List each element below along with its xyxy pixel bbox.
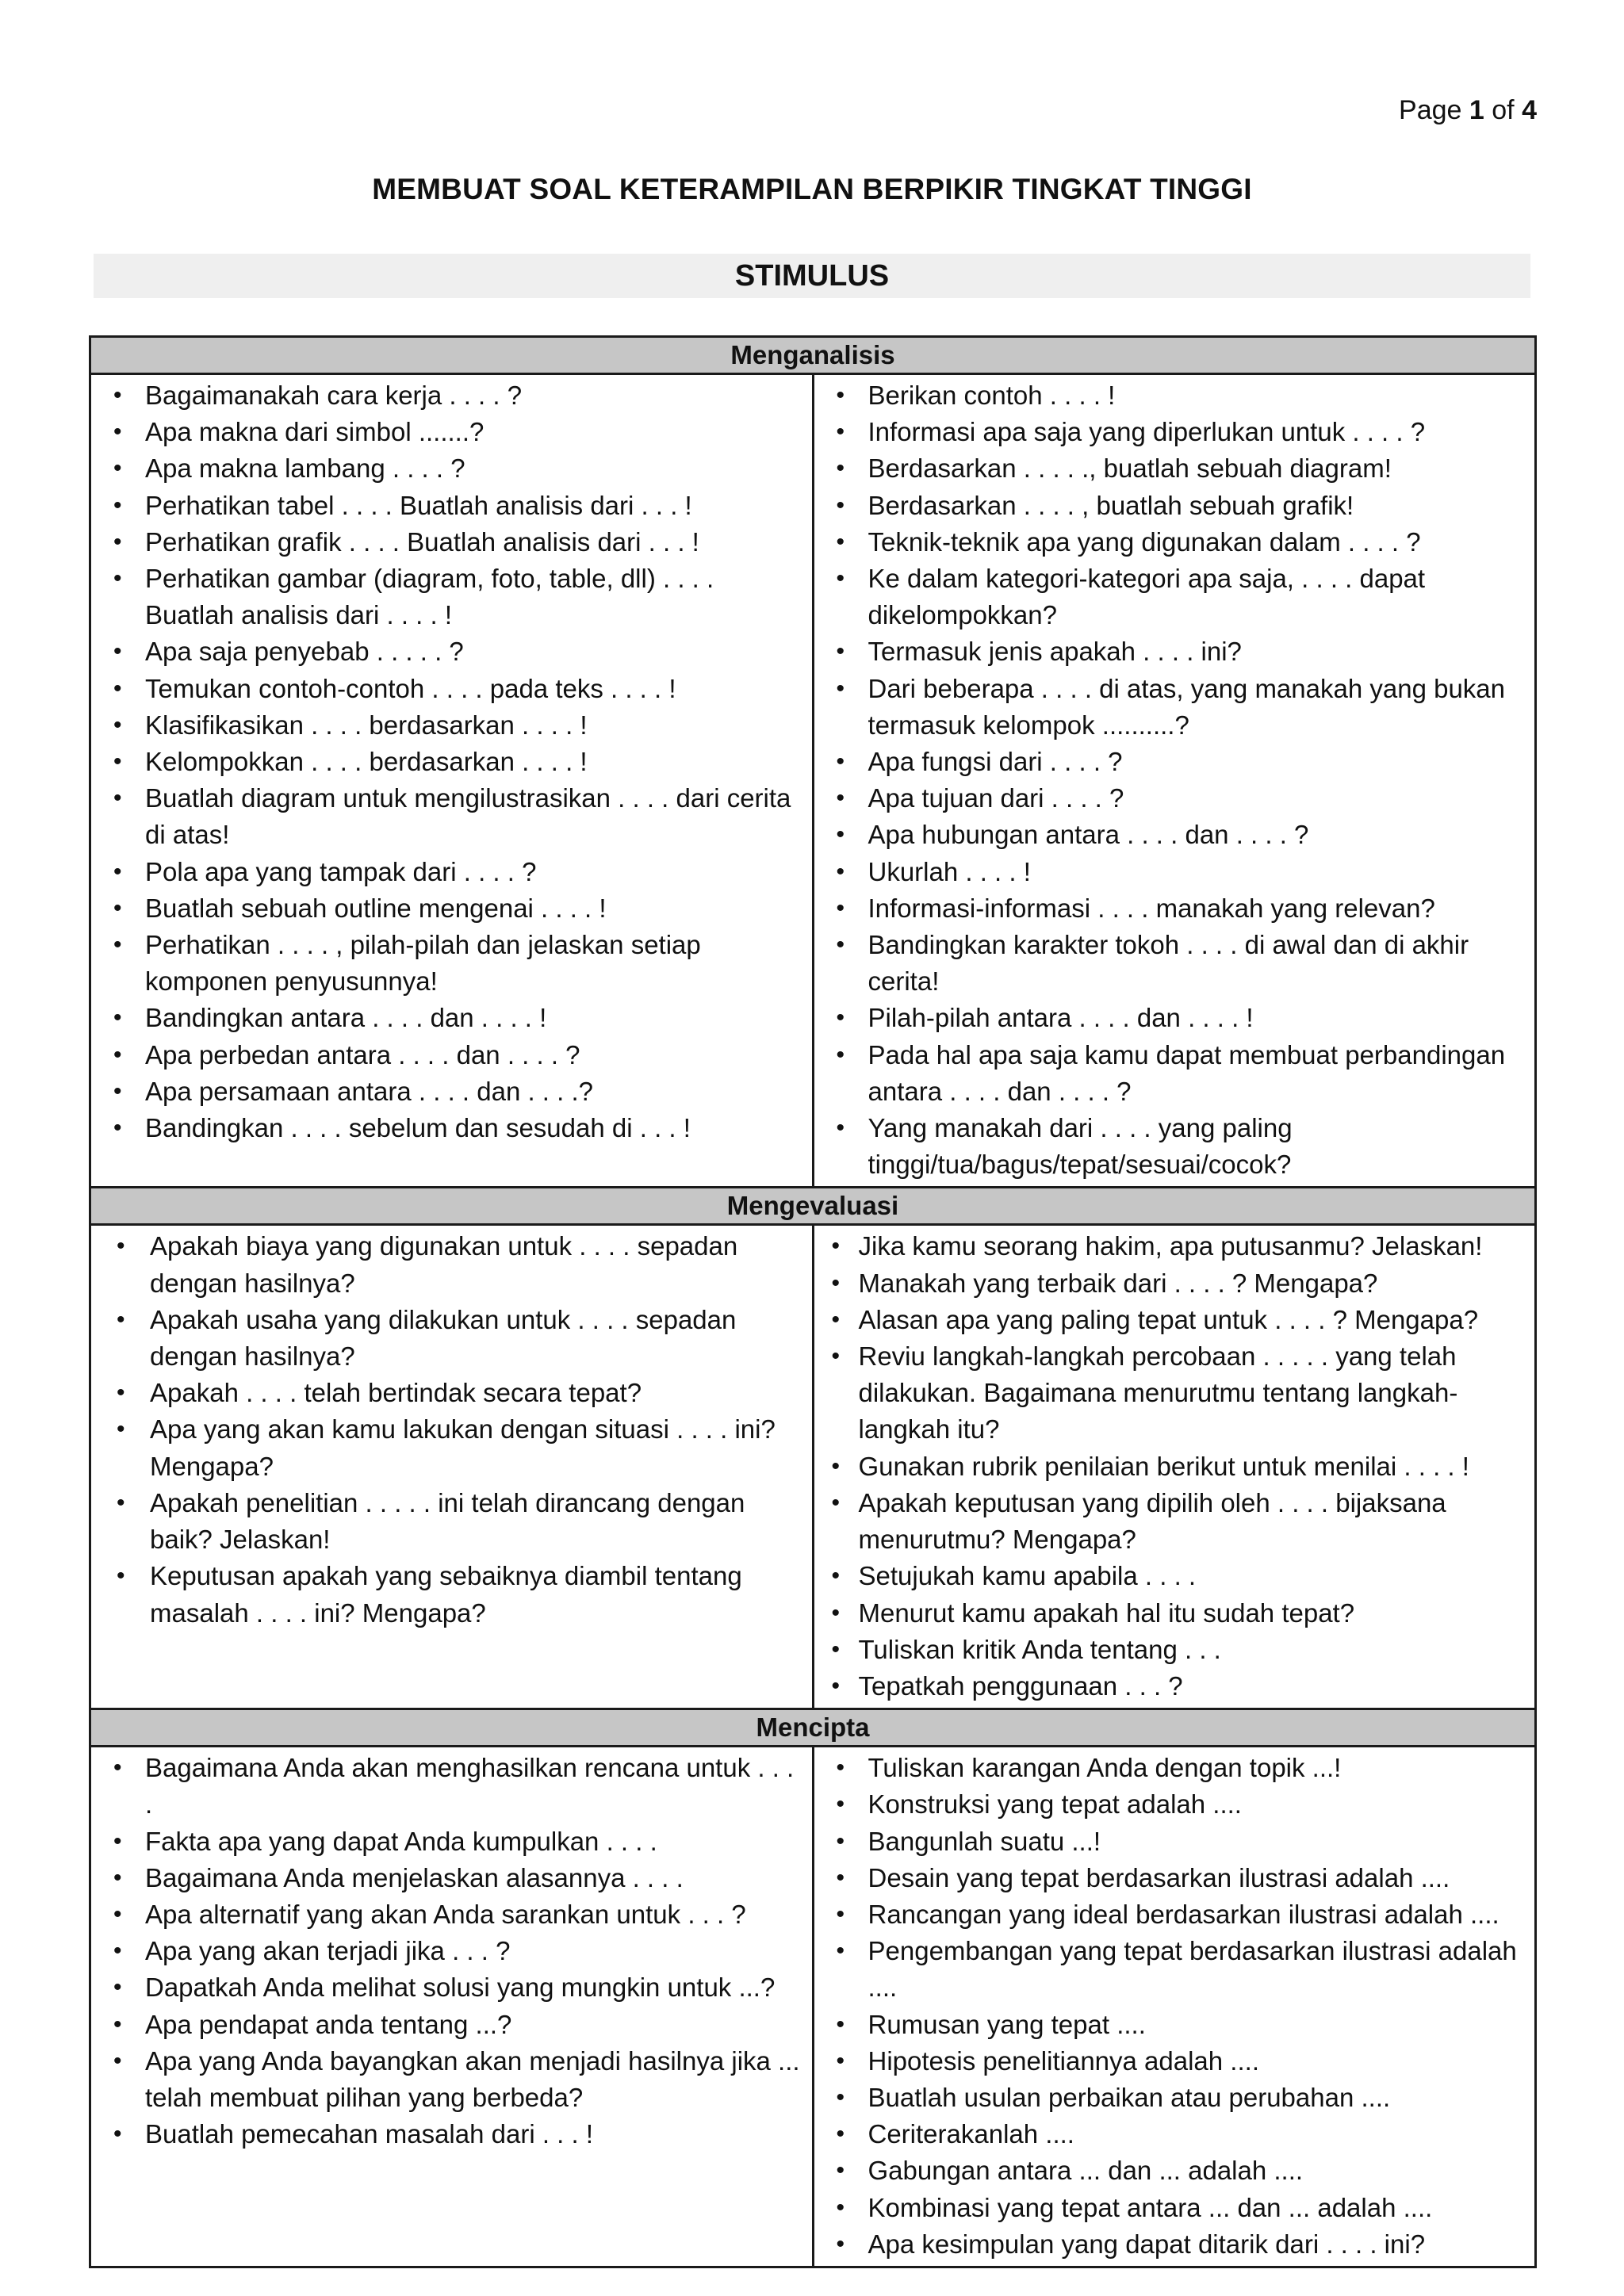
list-item: • Setujukah kamu apabila . . . . [821, 1558, 1527, 1594]
list-item: • Apa fungsi dari . . . . ? [821, 744, 1527, 780]
list-item: • Apa tujuan dari . . . . ? [821, 780, 1527, 817]
list-item: • Ke dalam kategori-kategori apa saja, . . . . dapat dikelompokkan? [821, 561, 1527, 633]
list-item: • Rumusan yang tepat .... [821, 2007, 1527, 2043]
list-item: • Berdasarkan . . . . ., buatlah sebuah diagram! [821, 450, 1527, 487]
list-item: • Pilah-pilah antara . . . . dan . . . . ! [821, 1000, 1527, 1036]
list-item: • Informasi apa saja yang diperlukan untuk . . . . ? [821, 414, 1527, 450]
list-item: • Berikan contoh . . . . ! [821, 377, 1527, 414]
list-item: • Apa yang Anda bayangkan akan menjadi hasilnya jika ... telah membuat pilihan yang berbeda? [98, 2043, 804, 2116]
list-item: • Apa hubungan antara . . . . dan . . . . ? [821, 817, 1527, 853]
list-item: • Pengembangan yang tepat berdasarkan ilustrasi adalah .... [821, 1933, 1527, 2006]
list-item: • Bandingkan karakter tokoh . . . . di awal dan di akhir cerita! [821, 927, 1527, 1000]
list-item: • Kelompokkan . . . . berdasarkan . . . . ! [98, 744, 804, 780]
list-item: • Gabungan antara ... dan ... adalah .... [821, 2152, 1527, 2189]
list-item: • Apa pendapat anda tentang ...? [98, 2007, 804, 2043]
list-item: • Bangunlah suatu ...! [821, 1823, 1527, 1860]
list-item: • Apakah biaya yang digunakan untuk . . . . sepadan dengan hasilnya? [98, 1228, 804, 1301]
list-item: • Apakah keputusan yang dipilih oleh . . . . bijaksana menurutmu? Mengapa? [821, 1485, 1527, 1558]
list-item: • Alasan apa yang paling tepat untuk . . . . ? Mengapa? [821, 1302, 1527, 1338]
list-item: • Pada hal apa saja kamu dapat membuat perbandingan antara . . . . dan . . . . ? [821, 1037, 1527, 1110]
list-item: • Pola apa yang tampak dari . . . . ? [98, 854, 804, 890]
mengevaluasi-right-column [813, 1225, 1536, 1709]
mencipta-left-list [91, 1747, 812, 2156]
section-body-row [90, 374, 1536, 1188]
mencipta-right-column [813, 1747, 1536, 2267]
list-item: • Bagaimana Anda menjelaskan alasannya . . . . [98, 1860, 804, 1896]
section-heading-mengevaluasi: Mengevaluasi [90, 1188, 1536, 1225]
list-item: • Termasuk jenis apakah . . . . ini? [821, 633, 1527, 670]
section-header-row [90, 1188, 1536, 1225]
list-item: • Perhatikan . . . . , pilah-pilah dan jelaskan setiap komponen penyusunnya! [98, 927, 804, 1000]
list-item: • Bagaimana Anda akan menghasilkan rencana untuk . . . . [98, 1750, 804, 1823]
list-item: • Buatlah sebuah outline mengenai . . . . ! [98, 890, 804, 927]
list-item: • Buatlah diagram untuk mengilustrasikan . . . . dari cerita di atas! [98, 780, 804, 853]
list-item: • Teknik-teknik apa yang digunakan dalam . . . . ? [821, 524, 1527, 561]
mencipta-left-column [90, 1747, 814, 2267]
list-item: • Keputusan apakah yang sebaiknya diambil tentang masalah . . . . ini? Mengapa? [98, 1558, 804, 1631]
menganalisis-right-list [814, 375, 1535, 1186]
section-header-row [90, 1709, 1536, 1747]
page-current: 1 [1469, 95, 1484, 125]
section-heading-mencipta: Mencipta [90, 1709, 1536, 1747]
list-item: • Gunakan rubrik penilaian berikut untuk menilai . . . . ! [821, 1448, 1527, 1485]
page-total: 4 [1522, 95, 1537, 125]
list-item: • Apa makna lambang . . . . ? [98, 450, 804, 487]
list-item: • Manakah yang terbaik dari . . . . ? Mengapa? [821, 1265, 1527, 1302]
mencipta-right-list [814, 1747, 1535, 2266]
list-item: • Buatlah pemecahan masalah dari . . . ! [98, 2116, 804, 2152]
list-item: • Apa persamaan antara . . . . dan . . . .? [98, 1073, 804, 1110]
section-header-row [90, 337, 1536, 374]
list-item: • Perhatikan gambar (diagram, foto, table, dll) . . . . Buatlah analisis dari . . . . ! [98, 561, 804, 633]
list-item: • Berdasarkan . . . . , buatlah sebuah grafik! [821, 488, 1527, 524]
list-item: • Reviu langkah-langkah percobaan . . . . . yang telah dilakukan. Bagaimana menurutmu tentang langkah-langkah itu? [821, 1338, 1527, 1448]
list-item: • Perhatikan grafik . . . . Buatlah analisis dari . . . ! [98, 524, 804, 561]
mengevaluasi-left-list [91, 1226, 812, 1634]
section-heading-menganalisis: Menganalisis [90, 337, 1536, 374]
stimulus-table [89, 335, 1537, 2268]
list-item: • Yang manakah dari . . . . yang paling tinggi/tua/bagus/tepat/sesuai/cocok? [821, 1110, 1527, 1183]
list-item: • Apa alternatif yang akan Anda sarankan untuk . . . ? [98, 1896, 804, 1933]
list-item: • Buatlah usulan perbaikan atau perubahan .... [821, 2080, 1527, 2116]
list-item: • Klasifikasikan . . . . berdasarkan . . . . ! [98, 707, 804, 744]
section-subtitle: STIMULUS [94, 254, 1530, 298]
list-item: • Tuliskan karangan Anda dengan topik ...! [821, 1750, 1527, 1786]
list-item: • Apakah usaha yang dilakukan untuk . . . . sepadan dengan hasilnya? [98, 1302, 804, 1375]
list-item: • Dari beberapa . . . . di atas, yang manakah yang bukan termasuk kelompok ..........? [821, 671, 1527, 744]
list-item: • Apa makna dari simbol .......? [98, 414, 804, 450]
list-item: • Bandingkan antara . . . . dan . . . . ! [98, 1000, 804, 1036]
menganalisis-left-column [90, 374, 814, 1188]
page-number [1399, 95, 1537, 126]
document-title: MEMBUAT SOAL KETERAMPILAN BERPIKIR TINGKAT TINGGI [372, 173, 1252, 205]
list-item: • Ceriterakanlah .... [821, 2116, 1527, 2152]
menganalisis-right-column [813, 374, 1536, 1188]
list-item: • Ukurlah . . . . ! [821, 854, 1527, 890]
list-item: • Kombinasi yang tepat antara ... dan ... adalah .... [821, 2190, 1527, 2226]
list-item: • Menurut kamu apakah hal itu sudah tepat? [821, 1595, 1527, 1632]
list-item: • Hipotesis penelitiannya adalah .... [821, 2043, 1527, 2080]
list-item: • Desain yang tepat berdasarkan ilustrasi adalah .... [821, 1860, 1527, 1896]
list-item: • Apa yang akan terjadi jika . . . ? [98, 1933, 804, 1969]
list-item: • Apa kesimpulan yang dapat ditarik dari . . . . ini? [821, 2226, 1527, 2263]
list-item: • Informasi-informasi . . . . manakah yang relevan? [821, 890, 1527, 927]
list-item: • Apa saja penyebab . . . . . ? [98, 633, 804, 670]
list-item: • Apa perbedan antara . . . . dan . . . . ? [98, 1037, 804, 1073]
list-item: • Konstruksi yang tepat adalah .... [821, 1786, 1527, 1823]
list-item: • Tepatkah penggunaan . . . ? [821, 1668, 1527, 1705]
list-item: • Apakah . . . . telah bertindak secara tepat? [98, 1375, 804, 1411]
list-item: • Rancangan yang ideal berdasarkan ilustrasi adalah .... [821, 1896, 1527, 1933]
section-body-row [90, 1225, 1536, 1709]
page-of: of [1492, 95, 1515, 125]
list-item: • Apa yang akan kamu lakukan dengan situasi . . . . ini? Mengapa? [98, 1411, 804, 1484]
list-item: • Apakah penelitian . . . . . ini telah dirancang dengan baik? Jelaskan! [98, 1485, 804, 1558]
list-item: • Bagaimanakah cara kerja . . . . ? [98, 377, 804, 414]
list-item: • Jika kamu seorang hakim, apa putusanmu? Jelaskan! [821, 1228, 1527, 1265]
mengevaluasi-left-column [90, 1225, 814, 1709]
list-item: • Fakta apa yang dapat Anda kumpulkan . . . . [98, 1823, 804, 1860]
page-word: Page [1399, 95, 1462, 125]
list-item: • Tuliskan kritik Anda tentang . . . [821, 1632, 1527, 1668]
menganalisis-left-list [91, 375, 812, 1150]
list-item: • Dapatkah Anda melihat solusi yang mungkin untuk ...? [98, 1969, 804, 2006]
mengevaluasi-right-list [814, 1226, 1535, 1708]
list-item: • Temukan contoh-contoh . . . . pada teks . . . . ! [98, 671, 804, 707]
list-item: • Bandingkan . . . . sebelum dan sesudah di . . . ! [98, 1110, 804, 1146]
list-item: • Perhatikan tabel . . . . Buatlah analisis dari . . . ! [98, 488, 804, 524]
section-body-row [90, 1747, 1536, 2267]
